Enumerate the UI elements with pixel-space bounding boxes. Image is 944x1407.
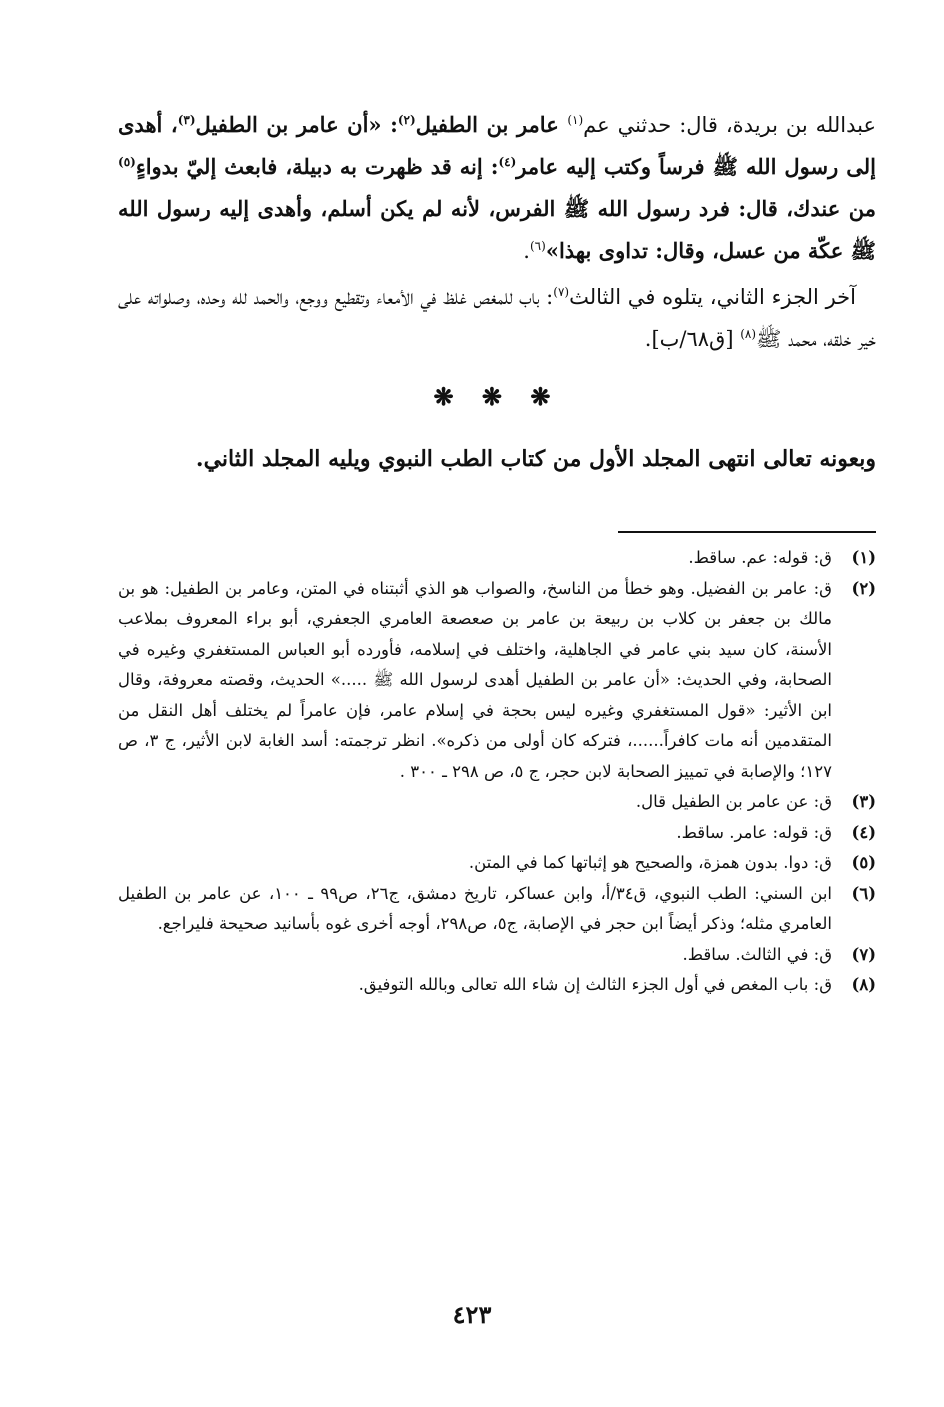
footnote-ref[interactable]: (٢) [397,113,416,127]
footnote-4 [118,818,876,849]
footnote-2 [118,574,876,788]
footnote-number: (٦) [851,883,876,903]
footnote-1 [118,543,876,574]
footnote-ref[interactable]: (٤) [498,155,517,169]
footnote-ref[interactable]: (٥) [118,155,136,169]
footnote-number: (٢) [851,578,876,598]
footnote-number: (٧) [851,944,876,964]
footnote-separator [618,531,876,533]
text-run: : إنه قد ظهرت به دبيلة، فابعث إليّ بدواءٍ [135,154,499,179]
footnote-7 [118,940,876,971]
text-run: من عندك، قال: فرد رسول الله ﷺ الفرس، لأنه لم يكن أسلم، وأهدى إليه رسول الله ﷺ عكّة من عسل، وقال: تداوى بهذا» [118,196,876,263]
footnote-text: ق: في الثالث. ساقط. [682,944,832,964]
footnote-text: ق: قوله: عامر. ساقط. [676,822,832,842]
main-paragraph-2 [118,276,876,360]
main-paragraph-1 [118,104,876,272]
text-run: [ق٦٨/ب]. [644,327,741,351]
volume-end-note: وبعونه تعالى انتهى المجلد الأول من كتاب الطب النبوي ويليه المجلد الثاني. [195,446,876,472]
text-run: عبدالله بن بريدة، قال: حدثني عم [583,113,876,137]
footnote-6 [118,879,876,940]
footnote-text: ق: عامر بن الفضيل. وهو خطأ من الناسخ، والصواب هو الذي أثبتناه في المتن، وعامر بن الطفيل: هو بن مالك بن جعفر بن كلاب بن ربيعة بن عامر بن صعصعة العامري الجعفري، أبو براء المعروف بملاعب الأسنة، كان سيد بني عامر في الجاهلية، واختلف في إسلامه، فأورده أبو العباس المستغفري وغيره في الصحابة، وفي الحديث: «أن عامر بن الطفيل أهدى لرسول الله ﷺ .....» الحديث، وقصته معروفة، وقال ابن الأثير: «قول المستغفري وغيره ليس بحجة في إسلام عامر، فإن عامراً لم يختلف أهل النقل من المتقدمين أنه مات كافراً......، فتركه كان أولى من ذكره». انظر ترجمته: أسد الغابة لابن الأثير، ج ٣، ص ١٢٧؛ والإصابة في تمييز الصحابة لابن حجر، ج ٥، ص ٢٩٨ ـ ٣٠٠ . [118,578,832,781]
footnote-3 [118,787,876,818]
footnote-number: (٥) [851,853,876,872]
page-body [118,104,876,1001]
footnote-ref[interactable]: (٣) [177,113,196,127]
text-run: . [523,239,530,263]
footnote-ref[interactable]: (١) [567,113,584,127]
footnote-number: (٨) [851,975,876,994]
section-divider-stars: ❋ ❋ ❋ [433,382,561,411]
footnote-number: (١) [851,548,876,567]
text-run: آخر الجزء الثاني، يتلوه في الثالث [569,285,856,309]
footnote-number: (٣) [851,792,876,811]
footnote-text: ق: قوله: عم. ساقط. [688,548,832,567]
footnote-5 [118,848,876,879]
text-run: : باب للمغص غلظ في الأمعاء وتقطيع ووجع، والحمد لله وحده، وصلواته على خير خلقه، محمد ﷺ [118,285,876,351]
footnote-text: ق: دوا. بدون همزة، والصحيح هو إثباتها كما في المتن. [468,853,832,872]
footnote-8 [118,970,876,1001]
footnote-ref[interactable]: (٦) [529,239,546,253]
text-run: : «أن عامر بن الطفيل [195,112,398,137]
text-run: ، أهدى إلى رسول الله ﷺ فرساً وكتب إليه عامر [118,112,876,179]
footnotes-list [118,543,876,1001]
footnote-text: ق: عن عامر بن الطفيل قال. [635,792,832,811]
footnote-text: ابن السني: الطب النبوي، ق٣٤/أ، وابن عساكر، تاريخ دمشق، ج٢٦، ص٩٩ ـ ١٠٠، عن عامر بن الطفيل العامري مثله؛ وذكر أيضاً ابن حجر في الإصابة، ج٥، ص٢٩٨، أوجه أخرى غوه بأسانيد صحيحة فليراجع. [118,883,833,933]
footnote-ref[interactable]: (٨) [740,327,757,341]
text-run: عامر بن الطفيل [415,112,568,137]
footnote-ref[interactable]: (٧) [553,285,570,299]
page-number: ٤٢٣ [452,1300,492,1329]
footnote-text: ق: باب المغص في أول الجزء الثالث إن شاء الله تعالى وبالله التوفيق. [358,975,832,994]
footnote-number: (٤) [851,822,876,842]
